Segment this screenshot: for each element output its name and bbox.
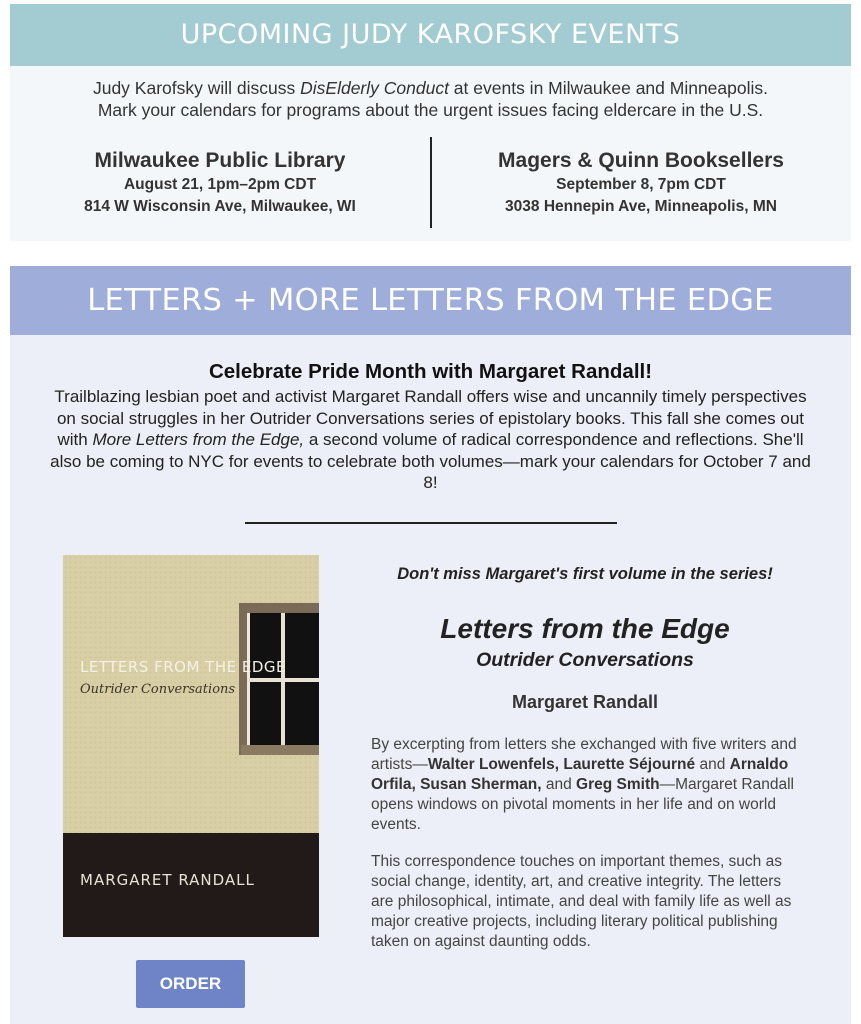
- events-panel: [10, 66, 851, 241]
- order-button[interactable]: ORDER: [136, 960, 245, 1008]
- letters-banner-title: LETTERS + MORE LETTERS FROM THE EDGE: [87, 283, 774, 318]
- book-title-diselderly: DisElderly Conduct: [300, 78, 449, 98]
- book-author: Margaret Randall: [511, 692, 659, 712]
- book-title: Letters from the Edge: [440, 613, 730, 644]
- venue-date: September 8, 7pm CDT: [556, 176, 726, 193]
- events-intro-line2: Mark your calendars for programs about the urgent issues facing eldercare in the U.S.: [97, 100, 764, 120]
- book-description-2: This correspondence touches on important themes, such as social change, identity, art, and creative integrity. The letters are philosophical, intimate, and deal with family life as well as major creative projects, including literary political publishing taken on against daunting odds.: [371, 853, 792, 950]
- cover-author: MARGARET RANDALL: [80, 871, 255, 889]
- pride-paragraph: Trailblazing lesbian poet and activist Margaret Randall offers wise and uncannily timely perspectives on social struggles in her Outrider Conversations series of epistolary books. This fall she comes out with More Letters from the Edge, a second volume of radical correspondence and reflections. She'll also be coming to NYC for events to celebrate both volumes—mark your calendars for October 7 and 8!: [50, 387, 811, 492]
- cover-subtitle: Outrider Conversations: [80, 682, 236, 697]
- cover-title: LETTERS FROM THE EDGE: [80, 658, 286, 676]
- events-banner-title: UPCOMING JUDY KAROFSKY EVENTS: [180, 19, 681, 50]
- venue-date: August 21, 1pm–2pm CDT: [123, 176, 317, 193]
- pride-heading: Celebrate Pride Month with Margaret Randall!: [208, 360, 653, 383]
- venue-minneapolis: [431, 148, 851, 218]
- section-divider: [245, 522, 617, 524]
- book-title-more-letters: More Letters from the Edge,: [92, 430, 305, 449]
- events-banner: [10, 4, 851, 66]
- dont-miss-text: Don't miss Margaret's first volume in the series!: [397, 565, 773, 583]
- letters-panel: [10, 335, 851, 1024]
- venue-address: 814 W Wisconsin Ave, Milwaukee, WI: [84, 198, 356, 215]
- letters-banner: [10, 266, 851, 335]
- venue-milwaukee: [10, 148, 430, 218]
- cover-window: [239, 603, 319, 755]
- venue-name: Magers & Quinn Booksellers: [498, 149, 784, 172]
- venue-address: 3038 Hennepin Ave, Minneapolis, MN: [505, 198, 777, 215]
- events-intro-line1: Judy Karofsky will discuss DisElderly Conduct at events in Milwaukee and Minneapolis.: [92, 78, 769, 98]
- book-subtitle: Outrider Conversations: [476, 649, 694, 671]
- book-description-1: By excerpting from letters she exchanged with five writers and artists—Walter Lowenfels, Laurette Séjourné and Arnaldo Orfila, Susan Sherman, and Greg Smith—Margaret Randall opens windows on pivotal moments in her life and on world events.: [371, 736, 797, 833]
- book-cover-image[interactable]: [63, 555, 319, 937]
- venue-name: Milwaukee Public Library: [94, 149, 346, 172]
